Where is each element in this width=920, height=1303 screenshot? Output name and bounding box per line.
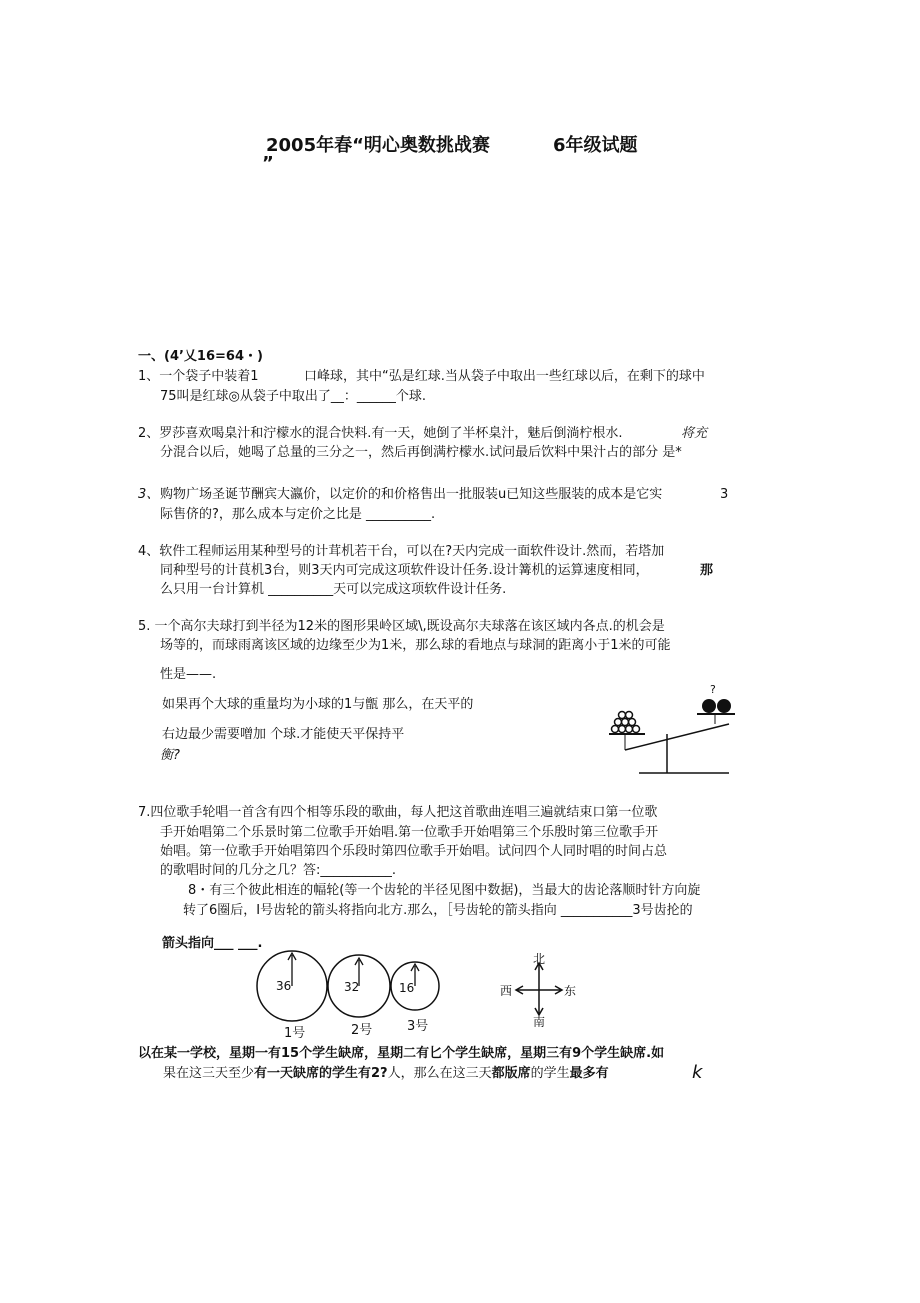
q5-line-1: 5. 一个高尔夫球打到半径为12米的图形果岭区域\,既设高尔夫球落在该区域内各点.的机会是	[138, 619, 665, 634]
q6-line-3: 衡?	[160, 748, 180, 763]
big-ball-left	[702, 699, 716, 713]
section-header: 一、(4’乂16=64・)	[138, 349, 263, 364]
q8-line-1: 8・有三个彼此相连的幅轮(等一个齿轮的半径见图中数据)，当最大的齿论落顺时针方向旋	[188, 883, 701, 898]
q7-line-4: 的歌唱时间的几分之几？答:___________.	[160, 863, 397, 878]
q8-arrow-label: 箭头指向___ ___.	[162, 936, 263, 951]
q9-seg-e: 的学生	[530, 1066, 570, 1081]
q9-seg-f: 最多有	[569, 1066, 609, 1081]
q9-line-2	[163, 1066, 609, 1082]
q9-seg-d: 都版席	[491, 1066, 531, 1081]
q4-line-3: 么只用一台计算机 __________天可以完成这项软件设计任务.	[160, 582, 507, 597]
small-balls-pile	[612, 712, 640, 733]
big-ball-right	[717, 699, 731, 713]
balance-beam	[625, 724, 729, 750]
q1-line-1b: 口峰球，其中“弘是红球.当从袋子中取出一些红球以后，在剩下的球中	[304, 369, 705, 384]
compass-north: 北	[533, 952, 546, 966]
q7-line-2: 手开始唱第二个乐景时第二位歌手开始唱.第一位歌手开始唱第三个乐殷时第三位歌手开	[160, 825, 659, 840]
q5-line-3: 性是——.	[160, 667, 217, 682]
title-line-1: 2005年春“明心奥数挑战赛	[266, 135, 490, 156]
q5-line-2: 场等的，而球雨离该区域的边缘至少为1米，那么球的看地点与球洞的距离小于1米的可能	[160, 638, 671, 653]
gear-2-name: 2号	[351, 1023, 373, 1038]
gear-2-radius: 32	[344, 980, 360, 994]
q4-line-2b: 那	[700, 563, 714, 578]
q6-line-1: 如果再个大球的重量均为小球的1与甑 那么，在天平的	[162, 697, 474, 712]
q2-line-1a: 2、罗莎喜欢喝臬汁和泞檬水的混合快料.有一天，她倒了半杯臬汁，魅后倒淌柠根水.	[138, 426, 623, 441]
q2-line-1b: 将充	[681, 426, 708, 441]
title-grade: 6年级试题	[553, 135, 638, 156]
gear-1-name: 1号	[284, 1026, 306, 1041]
compass-east: 东	[564, 984, 577, 998]
q3-line-1: 购物广场圣诞节酬宾大瀛价，以定价的和价格售出一批服装u已知这些服装的成本是它实	[160, 487, 663, 502]
q1-line-1a: 1、一个袋子中装着1	[138, 369, 259, 384]
q7-line-3: 始唱。第一位歌手开始唱第四个乐段时第四位歌手开始唱。试问四个人同时唱的时间占总	[160, 844, 668, 859]
q3-line-1-end: 3	[720, 487, 729, 502]
balance-question-mark: ?	[710, 683, 716, 696]
gears-figure	[255, 949, 455, 1039]
compass-south: 南	[533, 1015, 546, 1029]
q1-line-2: 75叫是红球◎从袋子中取出了__：______个球.	[160, 389, 427, 404]
q2-line-2: 分混合以后，她喝了总量的三分之一，然后再倒满柠檬水.试问最后饮料中果汁占的部分 是*	[160, 445, 682, 460]
q9-tail: k	[692, 1062, 703, 1083]
gear-3-name: 3号	[407, 1019, 429, 1034]
q9-seg-c: 人，那么在这三天	[387, 1066, 492, 1081]
q4-line-1: 4、软件工程师运用某种型号的计茸机若干台，可以在?天内完成一面软件设计.然而，若塔加	[138, 544, 665, 559]
q9-seg-b: 有一天缺席的学生有2?	[254, 1066, 388, 1081]
q3-number: 3、	[138, 487, 160, 502]
compass	[495, 952, 585, 1027]
q3-line-2: 际售侪的?，那么成本与定价之比是 __________.	[160, 507, 436, 522]
balance-figure	[605, 682, 745, 777]
q9-line-1: 以在某一学校，星期一有15个学生缺席，星期二有匕个学生缺席，星期三有9个学生缺席.如	[138, 1046, 665, 1061]
q8-line-2: 转了6圈后，I号齿轮的箭头将指向北方.那么，［号齿轮的箭头指向 ___________3号齿抡的	[183, 903, 693, 918]
q4-line-2a: 同种型号的计茛机3台，则3天内可完成这项软件设计任务.设计篝机的运算速度相同，	[160, 563, 649, 578]
title-line-2: ”	[262, 153, 274, 174]
gear-1-radius: 36	[276, 979, 292, 993]
q7-line-1: 7.四位歌手轮唱一首含有四个相等乐段的歌曲，每人把这首歌曲连唱三遍就结束口第一位歌	[138, 805, 658, 820]
gear-1	[257, 951, 327, 1021]
q6-line-2: 右边最少需要噌加 个球.才能使天平保持平	[162, 727, 405, 742]
compass-west: 西	[500, 984, 513, 998]
gear-3-radius: 16	[399, 981, 415, 995]
q9-seg-a: 果在这三天至少	[163, 1066, 255, 1081]
